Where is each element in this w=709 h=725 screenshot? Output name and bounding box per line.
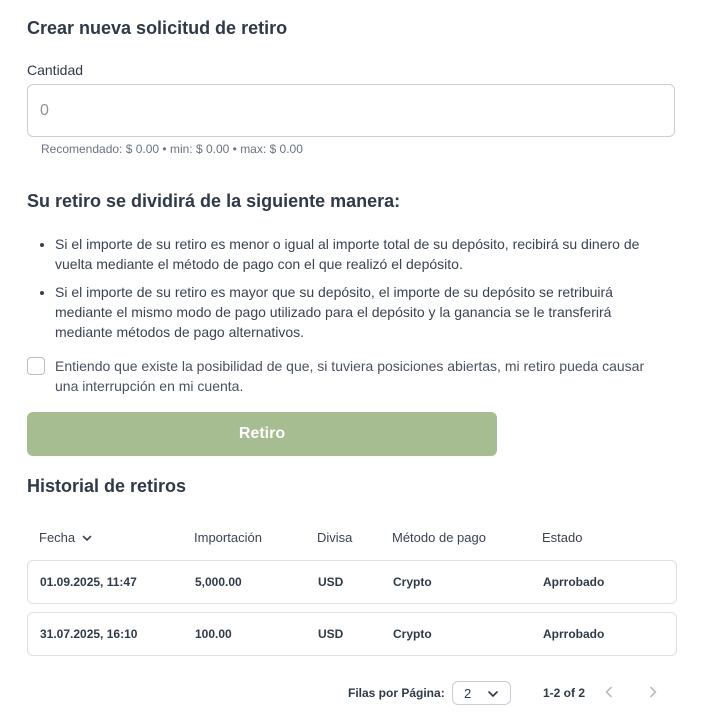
cell-estado: Aprrobado — [543, 575, 605, 589]
withdraw-button[interactable]: Retiro — [27, 412, 497, 456]
rows-per-page-select[interactable] — [452, 681, 511, 705]
table-row — [27, 560, 677, 604]
cell-divisa: USD — [318, 575, 344, 589]
column-header-importe: Importación — [194, 530, 262, 545]
split-title: Su retiro se dividirá de la siguiente manera: — [27, 191, 401, 211]
consent-checkbox[interactable] — [27, 357, 45, 375]
split-rule-item: • Si el importe de su retiro es menor o igual al importe total de su depósito, recibirá su dinero de vuelta mediante el método de pago con el que realizó el depósito. — [55, 234, 667, 274]
amount-input[interactable] — [27, 84, 675, 137]
form-title: Crear nueva solicitud de retiro — [27, 18, 288, 38]
column-header-label: Fecha — [39, 530, 76, 545]
cell-divisa: USD — [318, 627, 344, 641]
consent-label[interactable]: Entiendo que existe la posibilidad de que, si tuviera posiciones abiertas, mi retiro pueda causar una interrupción en mi cuenta. — [55, 358, 645, 394]
rows-per-page-label: Filas por Página: — [348, 686, 445, 700]
cell-metodo: Crypto — [393, 575, 432, 589]
column-header-divisa: Divisa — [317, 530, 353, 545]
amount-label: Cantidad — [27, 62, 84, 78]
chevron-down-icon — [486, 687, 500, 701]
cell-fecha: 31.07.2025, 16:10 — [40, 627, 138, 641]
rows-per-page-value: 2 — [464, 686, 472, 701]
split-rules-list — [27, 234, 667, 350]
cell-importe: 5,000.00 — [195, 575, 242, 589]
cell-estado: Aprrobado — [543, 627, 605, 641]
chevron-down-icon — [81, 532, 93, 544]
column-header-estado: Estado — [542, 530, 583, 545]
split-rule-item: • Si el importe de su retiro es mayor que su depósito, el importe de su depósito se retribuirá mediante el mismo modo de pago utilizado para el depósito y la ganancia se le transferirá mediante métodos de pago alternativos. — [55, 282, 667, 342]
cell-fecha: 01.09.2025, 11:47 — [40, 575, 137, 589]
pagination-range: 1-2 of 2 — [543, 686, 586, 700]
table-row — [27, 612, 677, 656]
column-header-fecha[interactable] — [39, 530, 93, 545]
amount-hint: Recomendado: $ 0.00 • min: $ 0.00 • max: $ 0.00 — [41, 142, 303, 156]
chevron-right-icon[interactable] — [645, 684, 661, 700]
cell-importe: 100.00 — [195, 627, 232, 641]
cell-metodo: Crypto — [393, 627, 432, 641]
history-title: Historial de retiros — [27, 476, 187, 496]
column-header-metodo: Método de pago — [392, 530, 486, 545]
chevron-left-icon[interactable] — [601, 684, 617, 700]
